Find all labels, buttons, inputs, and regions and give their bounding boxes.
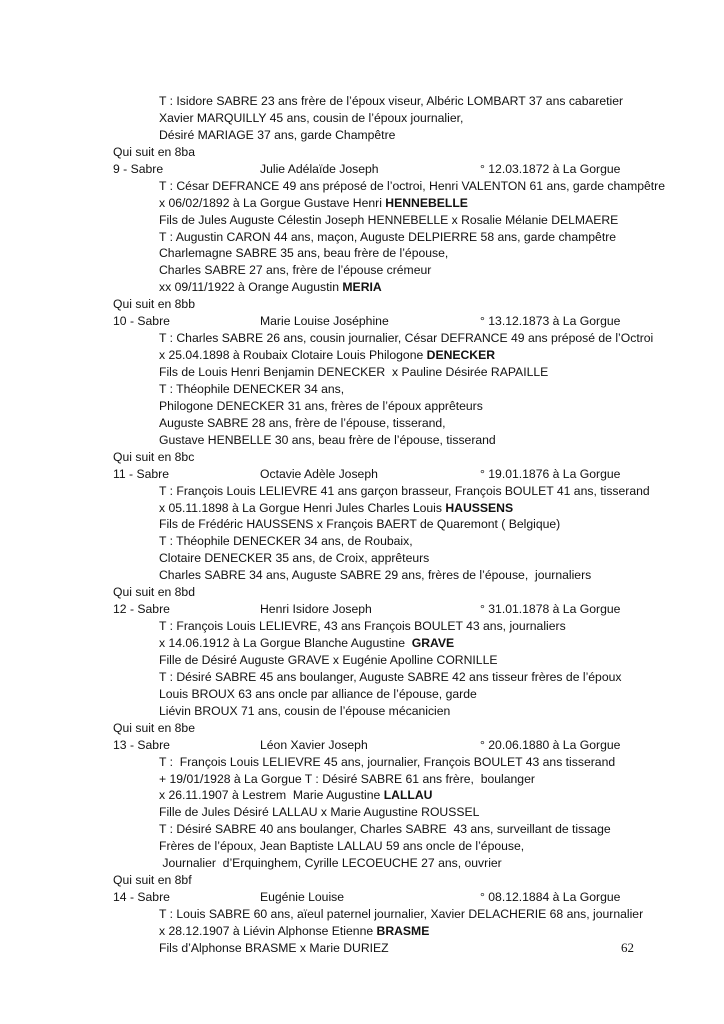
line-text: Fille de Jules Désiré LALLAU x Marie Augustine ROUSSEL [159,805,480,820]
record-line [113,703,633,720]
entry-given-names: Marie Louise Joséphine [260,314,389,329]
line-text: Fils de Louis Henri Benjamin DENECKER x Pauline Désirée RAPAILLE [159,365,549,379]
record-line [113,923,633,940]
cross-reference [113,584,633,601]
line-text: T : Augustin CARON 44 ans, maçon, Auguste DELPIERRE 58 ans, garde champêtre [159,229,617,244]
entry-header [113,466,633,483]
entry-number: 13 - Sabre [113,737,170,752]
record-line [113,110,633,127]
line-text: Philogone DENECKER 31 ans, frères de l’époux apprêteurs [159,398,483,413]
record-line [113,245,633,262]
entry-number: 9 - Sabre [113,161,164,176]
record-line [113,516,633,533]
entry-number: 11 - Sabre [113,466,170,481]
line-text: Fils de Jules Auguste Célestin Joseph HENNEBELLE x Rosalie Mélanie DELMAERE [159,212,619,227]
spouse-surname: HAUSSENS [445,500,514,515]
line-text: Qui suit en 8bf [113,873,192,888]
line-text: Qui suit en 8bd [113,585,195,600]
line-text: Auguste SABRE 28 ans, frère de l’épouse, tisserand, [159,415,446,430]
line-text: Fils de Frédéric HAUSSENS x François BAERT de Quaremont ( Belgique) [159,517,561,532]
line-text: Xavier MARQUILLY 45 ans, cousin de l’époux journalier, [159,110,464,125]
record-line [113,618,633,635]
record-line [113,567,633,584]
record-line [113,364,633,381]
spouse-surname: BRASME [376,923,430,938]
record-line [113,212,633,229]
record-line [113,415,633,432]
spouse-surname: GRAVE [411,636,455,650]
record-line [113,347,633,364]
record-line [113,229,633,246]
cross-reference [113,144,633,161]
record-line [113,771,633,788]
record-line [113,93,633,110]
spouse-surname: LALLAU [383,788,433,803]
entry-header [113,161,633,178]
line-text: T : César DEFRANCE 49 ans préposé de l’octroi, Henri VALENTON 61 ans, garde champêtre [159,178,666,193]
line-text: x 25.04.1898 à Roubaix Clotaire Louis Philogone [159,348,427,363]
entry-given-names: Julie Adélaïde Joseph [260,161,379,176]
page-number: 62 [621,940,634,955]
record-line [113,432,633,449]
entry-header [113,737,633,754]
record-line [113,533,633,550]
line-text: Fille de Désiré Auguste GRAVE x Eugénie Apolline CORNILLE [159,652,498,667]
record-line [113,940,633,957]
record-line [113,279,633,296]
record-line [113,855,633,872]
line-text: Qui suit en 8bc [113,449,195,464]
entry-birth: ° 20.06.1880 à La Gorgue [480,737,621,752]
entry-given-names: Léon Xavier Joseph [260,737,368,752]
entry-birth: ° 13.12.1873 à La Gorgue [480,314,621,329]
record-line [113,787,633,804]
line-text: T : François Louis LELIEVRE, 43 ans François BOULET 43 ans, journaliers [159,619,566,634]
record-line [113,635,633,652]
line-text: Charles SABRE 34 ans, Auguste SABRE 29 ans, frères de l’épouse, journaliers [159,568,592,583]
record-line [113,686,633,703]
line-text: Louis BROUX 63 ans oncle par alliance de l’épouse, garde [159,686,477,701]
line-text: T : Charles SABRE 26 ans, cousin journalier, César DEFRANCE 49 ans préposé de l’Octroi [159,331,654,346]
record-line [113,906,644,923]
line-text: Charles SABRE 27 ans, frère de l’épouse crémeur [159,263,432,278]
entry-number: 14 - Sabre [113,890,170,905]
line-text: x 05.11.1898 à La Gorgue Henri Jules Charles Louis [159,500,446,515]
line-text: x 26.11.1907 à Lestrem Marie Augustine [159,788,384,803]
entry-number: 12 - Sabre [113,602,170,617]
record-line [113,127,633,144]
record-line [113,804,633,821]
entry-birth: ° 12.03.1872 à La Gorgue [480,161,621,176]
line-text: Qui suit en 8bb [113,297,195,312]
line-text: + 19/01/1928 à La Gorgue T : Désiré SABRE 61 ans frère, boulanger [159,771,535,786]
record-line [113,838,633,855]
line-text: x 06/02/1892 à La Gorgue Gustave Henri [159,195,386,210]
entry-given-names: Henri Isidore Joseph [260,602,372,617]
line-text: Journalier d’Erquinghem, Cyrille LECOEUCHE 27 ans, ouvrier [159,856,502,871]
line-text: T : Désiré SABRE 40 ans boulanger, Charles SABRE 43 ans, surveillant de tissage [159,822,611,837]
entry-header [113,313,633,330]
entry-birth: ° 19.01.1876 à La Gorgue [480,466,621,481]
line-text: T : François Louis LELIEVRE 41 ans garçon brasseur, François BOULET 41 ans, tisserand [159,483,650,498]
line-text: T : Désiré SABRE 45 ans boulanger, Auguste SABRE 42 ans tisseur frères de l’époux [159,669,622,684]
line-text: Frères de l’époux, Jean Baptiste LALLAU 59 ans oncle de l’épouse, [159,839,525,854]
entry-given-names: Eugénie Louise [260,890,345,905]
entry-birth: ° 08.12.1884 à La Gorgue [480,890,621,905]
record-line [113,669,633,686]
line-text: Qui suit en 8ba [113,144,195,159]
record-line [113,178,666,195]
record-line [113,381,633,398]
line-text: T : Théophile DENECKER 34 ans, de Roubaix, [159,534,413,549]
cross-reference [113,720,633,737]
line-text: T : Isidore SABRE 23 ans frère de l’époux viseur, Albéric LOMBART 37 ans cabaretier [159,94,624,108]
document-body [113,93,666,957]
entry-number: 10 - Sabre [113,314,170,329]
record-line [113,262,633,279]
record-line [113,652,633,669]
record-line [113,550,633,567]
spouse-surname: DENECKER [426,348,496,363]
line-text: Liévin BROUX 71 ans, cousin de l’épouse mécanicien [159,703,451,718]
line-text: Qui suit en 8be [113,720,195,735]
entry-header [113,601,633,618]
line-text: Gustave HENBELLE 30 ans, beau frère de l’épouse, tisserand [159,432,496,447]
line-text: x 28.12.1907 à Liévin Alphonse Etienne [159,923,377,938]
entry-given-names: Octavie Adèle Joseph [260,466,378,481]
line-text: Clotaire DENECKER 35 ans, de Croix, apprêteurs [159,551,430,566]
line-text: T : François Louis LELIEVRE 45 ans, journalier, François BOULET 43 ans tisserand [159,754,616,769]
line-text: xx 09/11/1922 à Orange Augustin [159,280,343,295]
record-line [113,330,654,347]
line-text: Fils d’Alphonse BRASME x Marie DURIEZ [159,940,389,955]
record-line [113,754,633,771]
line-text: T : Louis SABRE 60 ans, aïeul paternel journalier, Xavier DELACHERIE 68 ans, journalier [159,907,644,921]
record-line [113,821,633,838]
cross-reference [113,449,633,466]
record-line [113,398,633,415]
entry-birth: ° 31.01.1878 à La Gorgue [480,602,621,617]
cross-reference [113,872,633,889]
line-text: Désiré MARIAGE 37 ans, garde Champêtre [159,127,396,142]
entry-header [113,889,633,906]
cross-reference [113,296,633,313]
record-line [113,500,633,517]
spouse-surname: MERIA [342,280,382,295]
line-text: x 14.06.1912 à La Gorgue Blanche Augustine [159,636,412,650]
line-text: Charlemagne SABRE 35 ans, beau frère de l’épouse, [159,246,449,261]
spouse-surname: HENNEBELLE [385,195,468,210]
record-line [113,195,633,212]
line-text: T : Théophile DENECKER 34 ans, [159,381,345,396]
record-line [113,483,650,500]
